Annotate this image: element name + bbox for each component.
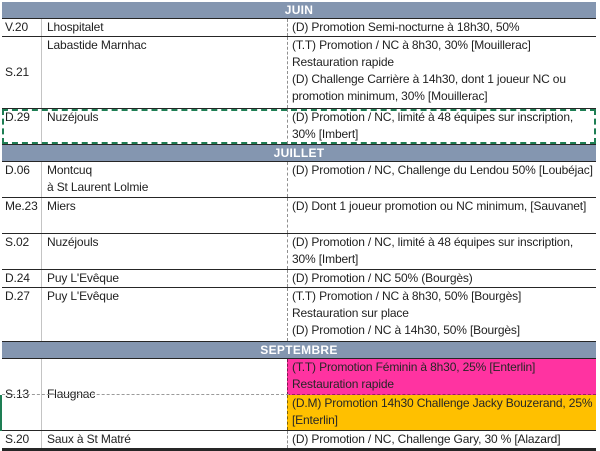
cell-date[interactable]	[2, 162, 42, 197]
detail-line: (D) Dont 1 joueur promotion ou NC minimum, [Sauvanet]	[292, 199, 587, 213]
date-label: D.06	[5, 163, 30, 177]
section-header-juillet[interactable]	[2, 145, 596, 162]
section-title: JUILLET	[273, 146, 325, 160]
date-label: V.20	[5, 20, 28, 34]
place-label: Saux à St Matré	[47, 432, 131, 446]
cell-details[interactable]	[287, 234, 596, 269]
detail-line: Restauration rapide	[292, 55, 394, 69]
detail-line: (T.T) Promotion / NC à 8h30, 50% [Bourgès]	[292, 289, 522, 303]
row-d29	[2, 109, 596, 145]
cell-details[interactable]	[287, 198, 596, 233]
date-label: D.29	[5, 110, 30, 124]
row-s13	[2, 359, 596, 431]
cell-date[interactable]	[2, 359, 42, 430]
place-label-line2: à St Laurent Lolmie	[47, 180, 149, 194]
place-label: Puy L'Evêque	[47, 289, 119, 303]
cell-place[interactable]	[42, 162, 287, 197]
row-d27	[2, 288, 596, 342]
cell-place[interactable]	[42, 359, 287, 430]
detail-line: (D) Promotion / NC, limité à 48 équipes sur inscription, 30% [Imbert]	[292, 235, 574, 266]
cell-date[interactable]	[2, 270, 42, 287]
cell-date[interactable]	[2, 431, 42, 448]
place-label: Puy L'Evêque	[47, 271, 119, 285]
place-label: Montcuq	[47, 163, 92, 177]
cell-details[interactable]	[287, 270, 596, 287]
detail-line: (D) Promotion / NC 50% (Bourgès)	[292, 271, 473, 285]
row-s02	[2, 234, 596, 270]
date-label: D.27	[5, 289, 30, 303]
date-label: S.13	[5, 387, 30, 401]
section-title: SEPTEMBRE	[260, 343, 338, 357]
cell-details-highlight-pink[interactable]	[287, 359, 596, 395]
date-label: S.02	[5, 235, 30, 249]
detail-line: (D) Promotion Semi-nocturne à 18h30, 50%	[292, 20, 520, 34]
cell-details-highlight-orange[interactable]	[287, 395, 596, 431]
date-label: S.21	[5, 65, 30, 79]
selection-marquee-edge	[0, 395, 2, 431]
detail-line: Restauration sur place	[292, 306, 409, 320]
detail-line: (T.T) Promotion Féminin à 8h30, 25% [Enterlin]	[292, 360, 536, 374]
place-label: Nuzéjouls	[47, 110, 99, 124]
cell-date[interactable]	[2, 288, 42, 341]
cell-details[interactable]	[287, 162, 596, 197]
place-label: Miers	[47, 199, 76, 213]
section-title: JUIN	[284, 3, 314, 17]
detail-line: (D) Promotion / NC, limité à 48 équipes sur inscription, 30% [Imbert]	[292, 110, 574, 141]
cell-details[interactable]	[287, 37, 596, 108]
cell-place[interactable]	[42, 19, 287, 36]
cell-place[interactable]	[42, 234, 287, 269]
cell-details[interactable]	[287, 19, 596, 36]
date-label: D.24	[5, 271, 30, 285]
cell-place[interactable]	[42, 198, 287, 233]
detail-line: (D) Promotion / NC, Challenge Gary, 30 % [Alazard]	[292, 432, 561, 446]
cell-date[interactable]	[2, 234, 42, 269]
cell-place[interactable]	[42, 431, 287, 448]
cell-place[interactable]	[42, 109, 287, 144]
section-header-septembre[interactable]	[2, 342, 596, 359]
cell-details[interactable]	[287, 431, 596, 448]
detail-line: (D) Promotion / NC, Challenge du Lendou 50% [Loubéjac]	[292, 163, 593, 177]
detail-line: (D) Challenge Carrière à 14h30, dont 1 joueur NC ou promotion minimum, 30% [Mouillerac]	[292, 72, 566, 103]
row-d24	[2, 270, 596, 288]
calendar-table	[2, 2, 596, 451]
date-label: Me.23	[5, 199, 38, 213]
detail-line: (T.T) Promotion / NC à 8h30, 30% [Mouillerac]	[292, 38, 531, 52]
place-label: Nuzéjouls	[47, 235, 99, 249]
detail-line: Restauration rapide	[292, 377, 394, 391]
cell-date[interactable]	[2, 19, 42, 36]
place-label: Flaugnac	[47, 387, 96, 401]
detail-line: (D.M) Promotion 14h30 Challenge Jacky Bouzerand, 25% [Enterlin]	[292, 395, 593, 427]
cell-place[interactable]	[42, 37, 287, 108]
cell-date[interactable]	[2, 37, 42, 108]
place-label: Labastide Marnhac	[47, 38, 147, 52]
cell-details[interactable]	[287, 109, 596, 144]
date-label: S.20	[5, 432, 30, 446]
cell-place[interactable]	[42, 288, 287, 341]
row-d06	[2, 162, 596, 198]
row-s21	[2, 37, 596, 109]
section-header-juin[interactable]	[2, 2, 596, 19]
cell-details[interactable]	[287, 288, 596, 341]
cell-details-group	[287, 359, 596, 430]
cell-place[interactable]	[42, 270, 287, 287]
row-me23	[2, 198, 596, 234]
detail-line: (D) Promotion / NC à 14h30, 50% [Bourgès]	[292, 323, 520, 337]
row-v20	[2, 19, 596, 37]
row-s20	[2, 431, 596, 449]
cell-date[interactable]	[2, 198, 42, 233]
cell-date[interactable]	[2, 109, 42, 144]
place-label: Lhospitalet	[47, 20, 104, 34]
